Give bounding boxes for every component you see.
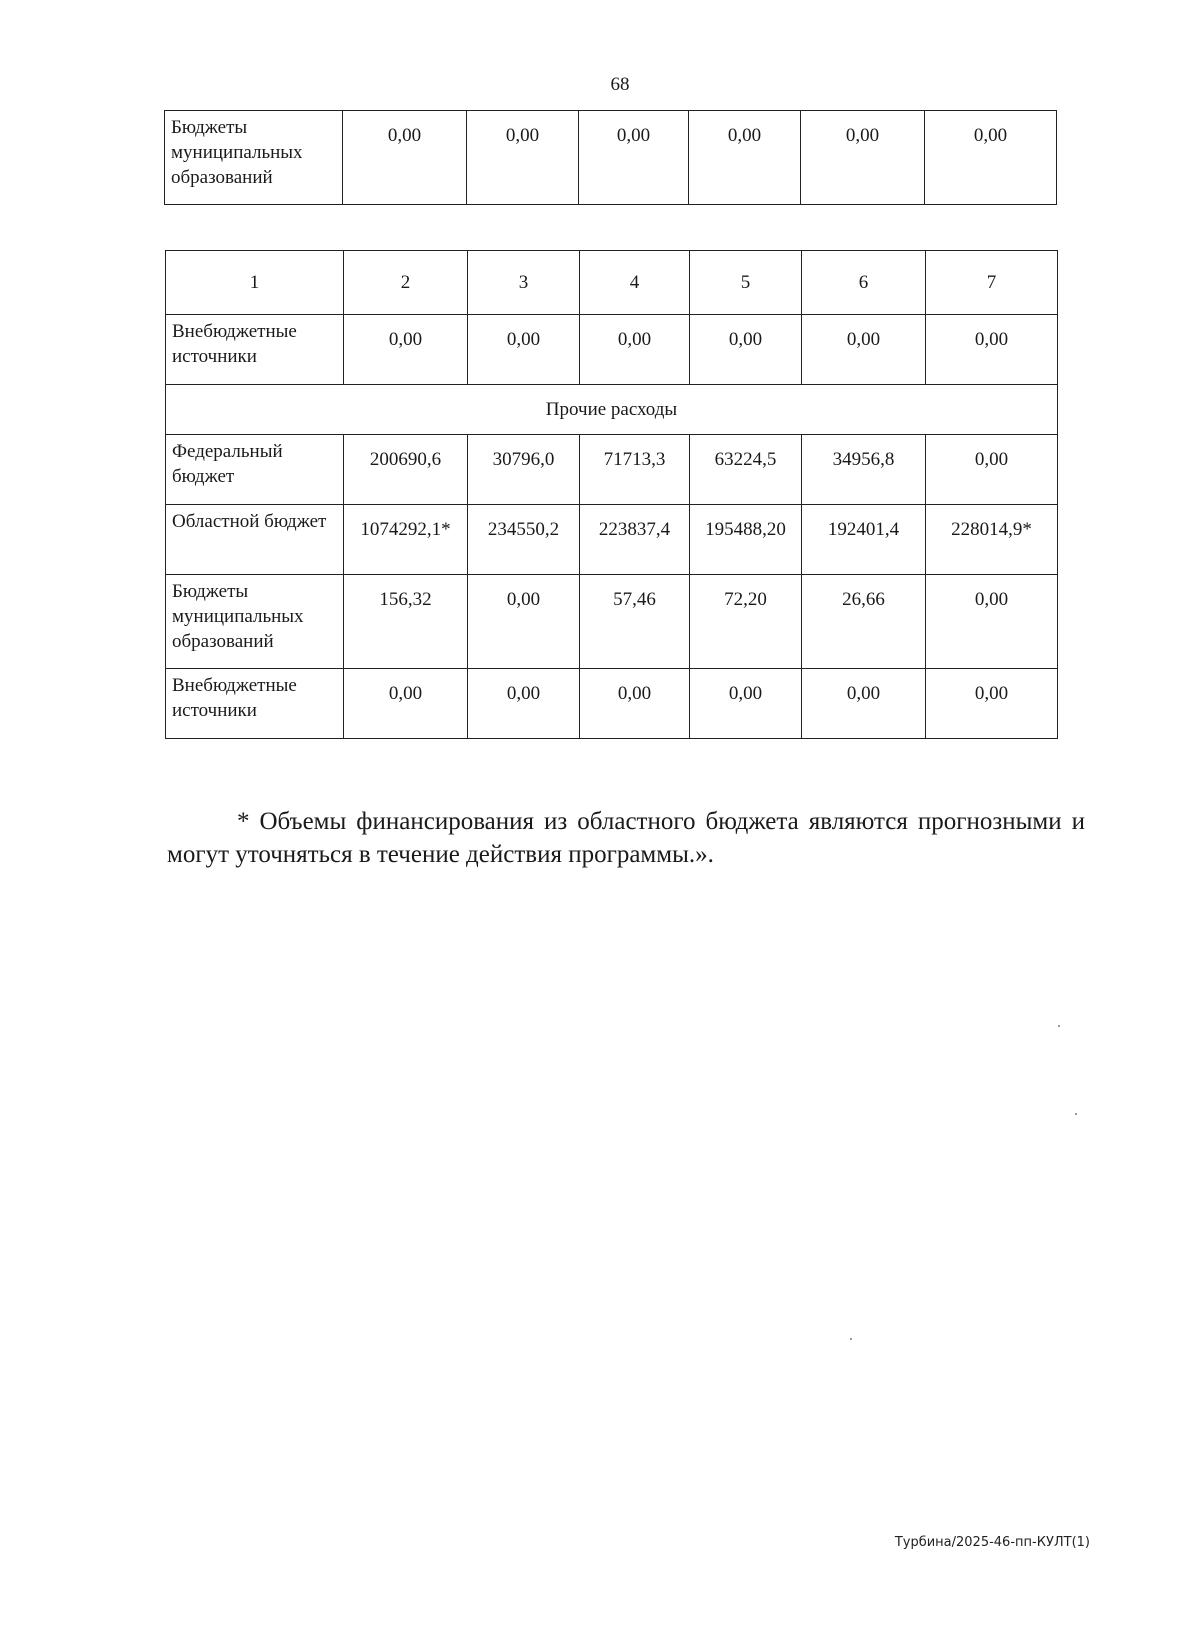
cell-value: 0,00 (926, 575, 1058, 669)
cell-value: 1074292,1* (344, 505, 468, 575)
column-number: 6 (802, 251, 926, 315)
document-code: Турбина/2025-46-пп-КУЛТ(1) (894, 1535, 1090, 1550)
cell-value: 228014,9* (926, 505, 1058, 575)
row-label: Бюджеты муниципальных образований (166, 575, 344, 669)
column-number: 2 (344, 251, 468, 315)
row-label: Федеральный бюджет (166, 435, 344, 505)
cell-value: 0,00 (580, 315, 690, 385)
cell-value: 0,00 (579, 111, 689, 205)
cell-value: 0,00 (926, 669, 1058, 739)
table-row (166, 435, 1058, 505)
cell-value: 0,00 (343, 111, 467, 205)
cell-value: 0,00 (344, 315, 468, 385)
table-row (166, 315, 1058, 385)
cell-value: 192401,4 (802, 505, 926, 575)
cell-value: 0,00 (926, 435, 1058, 505)
section-title: Прочие расходы (166, 385, 1058, 435)
row-label: Внебюджетные источники (166, 669, 344, 739)
cell-value: 200690,6 (344, 435, 468, 505)
cell-value: 0,00 (801, 111, 925, 205)
scan-speck (1058, 1025, 1060, 1027)
footnote: * Объемы финансирования из областного бюджета являются прогнозными и могут уточняться в течение действия программы.». (167, 808, 1085, 868)
budget-table-continued (164, 110, 1057, 205)
cell-value: 0,00 (926, 315, 1058, 385)
cell-value: 30796,0 (468, 435, 580, 505)
cell-value: 0,00 (468, 669, 580, 739)
table-row (166, 669, 1058, 739)
cell-value: 0,00 (467, 111, 579, 205)
table-row (166, 505, 1058, 575)
cell-value: 0,00 (690, 669, 802, 739)
cell-value: 0,00 (580, 669, 690, 739)
page-number: 68 (610, 74, 630, 95)
column-number: 7 (926, 251, 1058, 315)
row-label: Внебюджетные источники (166, 315, 344, 385)
cell-value: 0,00 (802, 315, 926, 385)
row-label: Бюджеты муниципальных образований (165, 111, 343, 205)
cell-value: 0,00 (690, 315, 802, 385)
cell-value: 71713,3 (580, 435, 690, 505)
column-number: 4 (580, 251, 690, 315)
scan-speck (1075, 1113, 1077, 1115)
cell-value: 0,00 (689, 111, 801, 205)
column-number: 5 (690, 251, 802, 315)
cell-value: 0,00 (925, 111, 1057, 205)
cell-value: 34956,8 (802, 435, 926, 505)
column-number: 1 (166, 251, 344, 315)
table-row (166, 575, 1058, 669)
scan-speck (850, 1338, 852, 1340)
cell-value: 234550,2 (468, 505, 580, 575)
cell-value: 57,46 (580, 575, 690, 669)
column-number: 3 (468, 251, 580, 315)
cell-value: 195488,20 (690, 505, 802, 575)
table-row (165, 111, 1057, 205)
cell-value: 63224,5 (690, 435, 802, 505)
cell-value: 0,00 (344, 669, 468, 739)
cell-value: 0,00 (468, 315, 580, 385)
cell-value: 223837,4 (580, 505, 690, 575)
cell-value: 26,66 (802, 575, 926, 669)
table-header-row (166, 251, 1058, 315)
cell-value: 0,00 (468, 575, 580, 669)
cell-value: 72,20 (690, 575, 802, 669)
section-row (166, 385, 1058, 435)
cell-value: 156,32 (344, 575, 468, 669)
budget-table (165, 250, 1058, 739)
cell-value: 0,00 (802, 669, 926, 739)
row-label: Областной бюджет (166, 505, 344, 575)
